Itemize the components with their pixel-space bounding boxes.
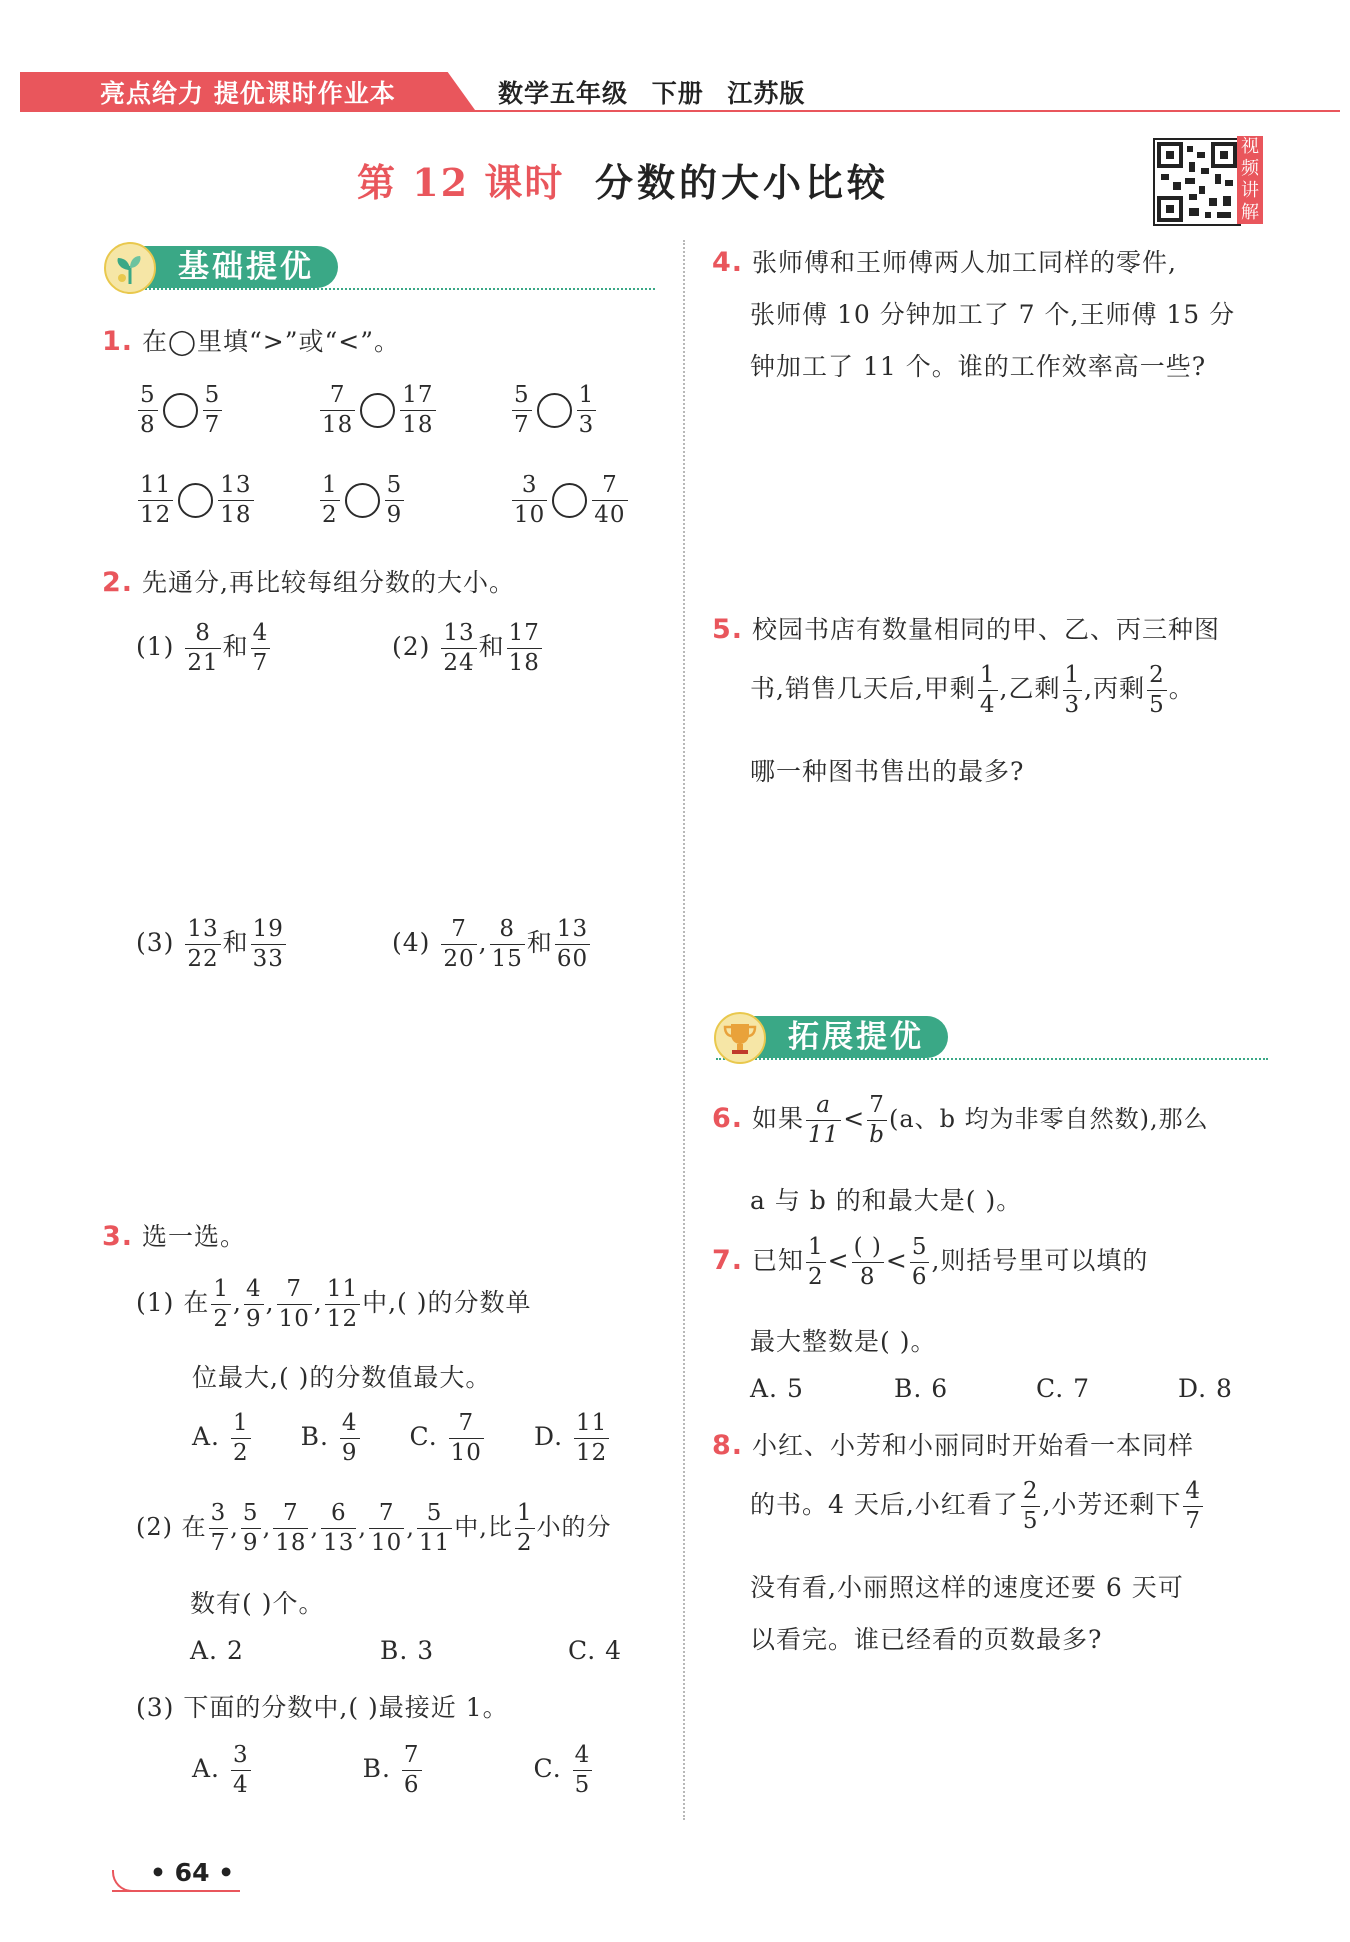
q2-prompt: 2. 先通分,再比较每组分数的大小。 <box>102 567 515 598</box>
q3-sub3-options <box>192 1744 594 1797</box>
q1-comparison-item <box>136 474 256 527</box>
fraction: $\frac{4}{7}$ <box>1185 1478 1202 1534</box>
q3-sub3: (3) 下面的分数中,( )最接近 1。 <box>136 1693 509 1722</box>
answer-circle[interactable] <box>345 483 380 518</box>
option-b[interactable]: B. $\frac{4}{9}$ <box>300 1410 358 1466</box>
option-b[interactable]: B. $\frac{7}{6}$ <box>362 1742 420 1798</box>
lesson-number: 第 12 课时 <box>357 160 565 205</box>
fraction: $\frac{7}{20}$ <box>443 916 475 972</box>
q8-line1: 8. 小红、小芳和小丽同时开始看一本同样 <box>712 1430 1195 1461</box>
section-extend-heading: 拓展提优 <box>732 1016 948 1058</box>
q1-number: 1. <box>102 326 134 357</box>
q5-line2: 书,销售几天后,甲剩 $\frac{1}{4}$ ,乙剩 $\frac{1}{3}$ ,丙剩 $\frac{2}{5}$ 。 <box>750 662 1195 718</box>
header-book-info: 数学五年级 下册 江苏版 <box>498 79 806 108</box>
page-title: 分数的大小比较 <box>595 160 890 205</box>
q3-sub1-options <box>192 1412 611 1465</box>
fraction: $\frac{13}{18}$ <box>220 472 252 528</box>
q6-line2: a 与 b 的和最大是( )。 <box>750 1186 1023 1215</box>
q5-line3: 哪一种图书售出的最多? <box>750 757 1025 786</box>
fraction: $\frac{7}{18}$ <box>322 382 354 438</box>
fraction: $\frac{7}{10}$ <box>278 1276 310 1332</box>
page-number: • 64 • <box>150 1858 235 1887</box>
option-c[interactable]: C. $\frac{7}{10}$ <box>409 1410 482 1466</box>
q1-comparison-item <box>510 384 598 437</box>
fraction: $\frac{13}{60}$ <box>556 916 589 972</box>
fraction: $\frac{5}{9}$ <box>386 472 403 528</box>
fraction: $\frac{4}{7}$ <box>252 620 269 676</box>
q4-line1: 4. 张师傅和王师傅两人加工同样的零件, <box>712 247 1177 278</box>
fraction: $\frac{17}{18}$ <box>508 620 540 676</box>
q4-line2: 张师傅 10 分钟加工了 7 个,王师傅 15 分 <box>750 300 1236 329</box>
header-brand: 亮点给力 提优课时作业本 <box>100 79 396 108</box>
page-number-rule <box>112 1890 240 1892</box>
fraction: $\frac{3}{7}$ <box>210 1500 227 1556</box>
section-basic-heading: 基础提优 <box>122 246 338 288</box>
q3-prompt: 3. 选一选。 <box>102 1221 247 1252</box>
fraction: $\frac{1}{3}$ <box>1064 662 1081 718</box>
header-rule <box>20 110 1340 112</box>
fraction: $\frac{13}{22}$ <box>187 916 219 972</box>
q5-line1: 5. 校园书店有数量相同的甲、乙、丙三种图 <box>712 614 1221 645</box>
q2-part1: (1) $\frac{8}{21}$ 和 $\frac{4}{7}$ <box>136 620 269 676</box>
q2-number: 2. <box>102 567 134 598</box>
q3-sub2-option-a[interactable]: A. 2 <box>190 1636 244 1665</box>
video-tag: 视频讲解 <box>1237 136 1263 224</box>
option-a[interactable]: A. $\frac{3}{4}$ <box>192 1742 249 1798</box>
fraction: $\frac{2}{5}$ <box>1022 1478 1039 1534</box>
fraction: $\frac{1}{2}$ <box>322 472 338 528</box>
q3-sub1: (1) 在 $\frac{1}{2}$ , $\frac{4}{9}$ , $\frac{7}{10}$ , $\frac{11}{12}$ 中,( )的分数单 <box>136 1276 532 1332</box>
q2-part2: (2) $\frac{13}{24}$ 和 $\frac{17}{18}$ <box>392 620 540 676</box>
qr-code-icon[interactable] <box>1153 138 1241 226</box>
fraction: $\frac{7}{10}$ <box>371 1500 403 1556</box>
q8-number: 8. <box>712 1430 744 1461</box>
fraction: $\frac{7}{b}$ <box>869 1092 885 1148</box>
q1-comparison-item <box>136 384 224 437</box>
q3-sub2-option-b[interactable]: B. 3 <box>380 1636 435 1665</box>
fraction: $\frac{13}{24}$ <box>443 620 475 676</box>
q2-part3: (3) $\frac{13}{22}$ 和 $\frac{19}{33}$ <box>136 916 284 972</box>
q8-line2: 的书。4 天后,小红看了 $\frac{2}{5}$ ,小芳还剩下 $\frac{4}{7}$ <box>750 1478 1202 1534</box>
option-a[interactable]: A. $\frac{1}{2}$ <box>192 1410 249 1466</box>
section-dotted-rule <box>716 1058 1268 1060</box>
q7-option-c[interactable]: C. 7 <box>1036 1374 1091 1403</box>
option-d[interactable]: D. $\frac{11}{12}$ <box>533 1410 608 1466</box>
answer-circle[interactable] <box>163 393 198 428</box>
q4-line3: 钟加工了 11 个。谁的工作效率高一些? <box>750 352 1207 381</box>
fraction: $\frac{a}{11}$ <box>808 1092 840 1148</box>
fraction: $\frac{5}{11}$ <box>418 1500 451 1556</box>
trophy-icon <box>714 1012 766 1064</box>
q6-number: 6. <box>712 1103 744 1134</box>
page-number-ornament <box>112 1870 144 1892</box>
q2-part4: (4) $\frac{7}{20}$ , $\frac{8}{15}$ 和 $\frac{13}{60}$ <box>392 916 589 972</box>
answer-circle[interactable] <box>552 483 587 518</box>
option-c[interactable]: C. $\frac{4}{5}$ <box>533 1742 591 1798</box>
q3-sub2-option-c[interactable]: C. 4 <box>568 1636 623 1665</box>
fraction: $\frac{19}{33}$ <box>252 916 284 972</box>
fraction: $\frac{11}{12}$ <box>326 1276 359 1332</box>
fraction: $\frac{5}{6}$ <box>911 1234 928 1290</box>
q7-option-b[interactable]: B. 6 <box>894 1374 949 1403</box>
fraction: $\frac{11}{12}$ <box>140 472 172 528</box>
answer-circle[interactable] <box>537 393 572 428</box>
q1-prompt: 1. 在◯里填“>”或“<”。 <box>102 326 400 357</box>
fraction: $\frac{5}{7}$ <box>204 382 221 438</box>
fraction: $\frac{5}{7}$ <box>514 382 530 438</box>
fraction: $\frac{7}{40}$ <box>594 472 626 528</box>
q3-sub2-line2: 数有( )个。 <box>190 1589 325 1618</box>
fraction: $\frac{7}{18}$ <box>275 1500 307 1556</box>
q3-sub1-line2: 位最大,( )的分数值最大。 <box>192 1363 492 1392</box>
fraction: $\frac{6}{13}$ <box>323 1500 355 1556</box>
q8-line3: 没有看,小丽照这样的速度还要 6 天可 <box>750 1573 1184 1602</box>
answer-circle[interactable] <box>360 393 395 428</box>
q7-option-a[interactable]: A. 5 <box>750 1374 804 1403</box>
q1-comparison-item <box>318 474 406 527</box>
q7-option-d[interactable]: D. 8 <box>1178 1374 1233 1403</box>
fraction-with-blank: ( ) 8 <box>853 1234 882 1290</box>
q1-comparison-item <box>318 384 438 437</box>
fraction: $\frac{1}{4}$ <box>979 662 996 718</box>
q8-line4: 以看完。谁已经看的页数最多? <box>750 1625 1103 1654</box>
fraction: $\frac{5}{9}$ <box>242 1500 259 1556</box>
fraction: $\frac{4}{9}$ <box>245 1276 262 1332</box>
q7-line2: 最大整数是( )。 <box>750 1327 937 1356</box>
column-divider <box>683 240 685 1820</box>
q3-sub2: (2) 在 $\frac{3}{7}$ , $\frac{5}{9}$ , $\frac{7}{18}$ , $\frac{6}{13}$ , $\frac{7}{10}$ , $\frac{5}{11}$ 中,比 $\frac{1}{2}$ 小的分 <box>136 1500 612 1556</box>
q4-number: 4. <box>712 247 744 278</box>
fraction: $\frac{1}{2}$ <box>213 1276 230 1332</box>
fraction: $\frac{1}{2}$ <box>808 1234 824 1290</box>
q1-comparison-item <box>510 474 630 527</box>
q5-number: 5. <box>712 614 744 645</box>
q6-line1: 6. 如果 $\frac{a}{11}$ < $\frac{7}{b}$ (a、b 均为非零自然数),那么 <box>712 1092 1209 1148</box>
fraction: $\frac{1}{2}$ <box>516 1500 533 1556</box>
fraction: $\frac{8}{15}$ <box>491 916 523 972</box>
fraction: $\frac{5}{8}$ <box>140 382 156 438</box>
fraction: $\frac{1}{3}$ <box>578 382 595 438</box>
fraction: $\frac{8}{21}$ <box>187 620 219 676</box>
fraction: $\frac{2}{5}$ <box>1149 662 1165 718</box>
sprout-icon <box>104 242 156 294</box>
q3-number: 3. <box>102 1221 134 1252</box>
fraction: $\frac{17}{18}$ <box>402 382 434 438</box>
q7-line1: 7. 已知 $\frac{1}{2}$ < ( ) 8 < $\frac{5}{6}$ ,则括号里可以填的 <box>712 1234 1149 1290</box>
q7-number: 7. <box>712 1245 744 1276</box>
section-dotted-rule <box>120 288 655 290</box>
answer-circle[interactable] <box>178 483 213 518</box>
fraction: $\frac{3}{10}$ <box>514 472 546 528</box>
